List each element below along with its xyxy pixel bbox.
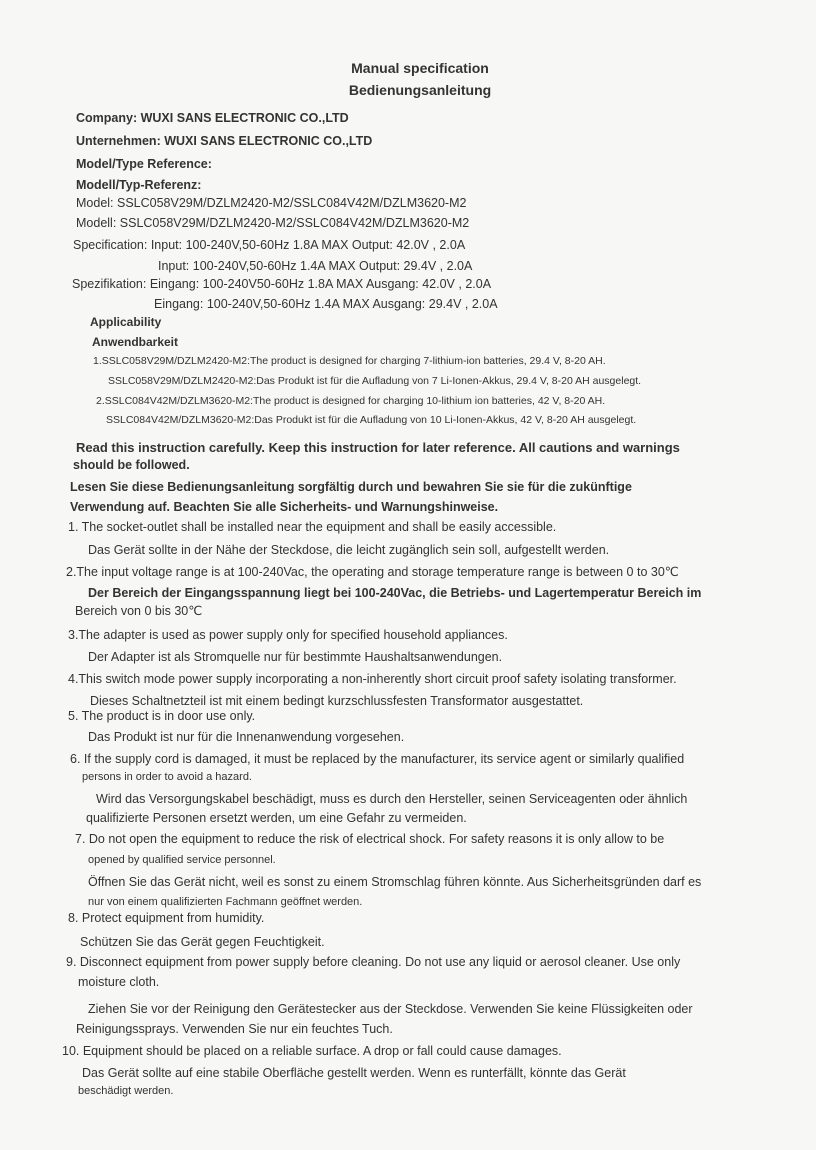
title-de: Bedienungsanleitung [348,82,492,98]
unternehmen-line: Unternehmen: WUXI SANS ELECTRONIC CO.,LTD [76,134,373,148]
spec-line-1: Specification: Input: 100-240V,50-60Hz 1.8A MAX Output: 42.0V , 2.0A [73,238,466,252]
item-3-de: Der Adapter ist als Stromquelle nur für bestimmte Haushaltsanwendungen. [88,650,503,664]
item-1-en: 1. The socket-outlet shall be installed near the equipment and shall be easily accessible. [68,520,557,534]
item-7-de-2: nur von einem qualifizierten Fachmann geöffnet werden. [88,896,363,908]
item-5-de: Das Produkt ist nur für die Innenanwendung vorgesehen. [88,730,405,744]
item-6-de-1: Wird das Versorgungskabel beschädigt, muss es durch den Hersteller, seinen Serviceagenten oder ähnlich [96,792,688,806]
read-instruction-en-1: Read this instruction carefully. Keep this instruction for later reference. All cautions and warnings [76,440,680,455]
read-instruction-de-2: Verwendung auf. Beachten Sie alle Sicherheits- und Warnungshinweise. [70,500,499,514]
item-9-de-1: Ziehen Sie vor der Reinigung den Gerätestecker aus der Steckdose. Verwenden Sie keine Flüssigkeiten oder [88,1002,693,1016]
item-4-de: Dieses Schaltnetzteil ist mit einem bedingt kurzschlussfesten Transformator ausgestattet. [90,694,584,708]
item-9-en-1: 9. Disconnect equipment from power supply before cleaning. Do not use any liquid or aerosol cleaner. Use only [66,955,681,969]
item-6-de-2: qualifizierte Personen ersetzt werden, um eine Gefahr zu vermeiden. [86,811,467,825]
item-8-en: 8. Protect equipment from humidity. [68,911,265,925]
company-line: Company: WUXI SANS ELECTRONIC CO.,LTD [76,111,349,125]
item-10-de-2: beschädigt werden. [78,1085,174,1097]
item-1-de: Das Gerät sollte in der Nähe der Steckdose, die leicht zugänglich sein soll, aufgestellt werden. [88,543,610,557]
applicability-heading: Applicability [90,315,162,329]
spez-line-2: Eingang: 100-240V,50-60Hz 1.4A MAX Ausgang: 29.4V , 2.0A [154,297,498,311]
item-4-en: 4.This switch mode power supply incorporating a non-inherently short circuit proof safety isolating transformer. [68,672,677,686]
item-7-en-1: 7. Do not open the equipment to reduce the risk of electrical shock. For safety reasons it is only allow to be [75,832,665,846]
item-9-en-2: moisture cloth. [78,975,160,989]
model-type-reference: Model/Type Reference: [76,157,212,171]
modell-typ-referenz: Modell/Typ-Referenz: [76,178,202,192]
anwendbarkeit-heading: Anwendbarkeit [92,335,179,349]
item-7-de-1: Öffnen Sie das Gerät nicht, weil es sonst zu einem Stromschlag führen könnte. Aus Sicherheitsgründen darf es [88,875,702,889]
applicability-item-1-en: 1.SSLC058V29M/DZLM2420-M2:The product is designed for charging 7-lithium-ion batteries, 29.4 V, 8-20 AH. [93,355,606,367]
item-6-en-1: 6. If the supply cord is damaged, it must be replaced by the manufacturer, its service agent or similarly qualified [70,752,685,766]
item-6-en-2: persons in order to avoid a hazard. [82,771,252,783]
applicability-item-2-de: SSLC084V42M/DZLM3620-M2:Das Produkt ist für die Aufladung von 10 Li-Ionen-Akkus, 42 V, 8-20 AH ausgelegt. [106,414,637,426]
item-2-de-2: Bereich von 0 bis 30℃ [75,604,203,618]
modell-line: Modell: SSLC058V29M/DZLM2420-M2/SSLC084V42M/DZLM3620-M2 [76,216,470,230]
read-instruction-en-2: should be followed. [73,458,190,472]
item-5-en: 5. The product is in door use only. [68,709,256,723]
title-en: Manual specification [351,60,489,76]
item-8-de: Schützen Sie das Gerät gegen Feuchtigkeit. [80,935,325,949]
item-2-en: 2.The input voltage range is at 100-240Vac, the operating and storage temperature range is between 0 to 30℃ [66,565,679,579]
applicability-item-1-de: SSLC058V29M/DZLM2420-M2:Das Produkt ist für die Aufladung von 7 Li-Ionen-Akkus, 29.4 V, 8-20 AH ausgelegt. [108,375,642,387]
spec-line-2: Input: 100-240V,50-60Hz 1.4A MAX Output: 29.4V , 2.0A [158,259,473,273]
item-7-en-2: opened by qualified service personnel. [88,854,276,866]
item-3-en: 3.The adapter is used as power supply only for specified household appliances. [68,628,508,642]
applicability-item-2-en: 2.SSLC084V42M/DZLM3620-M2:The product is designed for charging 10-lithium ion batteries, 42 V, 8-20 AH. [96,395,606,407]
item-10-de-1: Das Gerät sollte auf eine stabile Oberfläche gestellt werden. Wenn es runterfällt, könnte das Gerät [82,1066,626,1080]
item-2-de-1: Der Bereich der Eingangsspannung liegt bei 100-240Vac, die Betriebs- und Lagertemperatur Bereich im [88,586,702,600]
read-instruction-de-1: Lesen Sie diese Bedienungsanleitung sorgfältig durch und bewahren Sie sie für die zukünftige [70,480,632,494]
spez-line-1: Spezifikation: Eingang: 100-240V50-60Hz 1.8A MAX Ausgang: 42.0V , 2.0A [72,277,492,291]
item-9-de-2: Reinigungssprays. Verwenden Sie nur ein feuchtes Tuch. [76,1022,393,1036]
model-line: Model: SSLC058V29M/DZLM2420-M2/SSLC084V42M/DZLM3620-M2 [76,196,467,210]
item-10-en: 10. Equipment should be placed on a reliable surface. A drop or fall could cause damages. [62,1044,562,1058]
